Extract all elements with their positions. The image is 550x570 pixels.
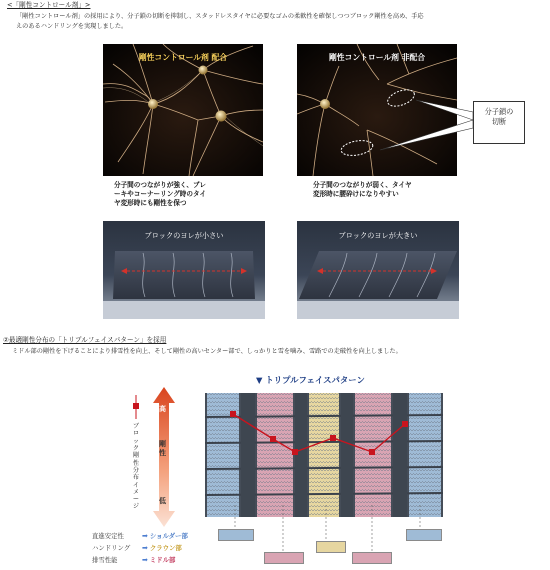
legend-label-handling: ハンドリング [92,544,131,552]
left-caption-line3: ヤ変形時にも剛性を保つ [114,199,187,207]
legend-part-middle: ミドル部 [149,556,176,564]
section2-body-line1: ミドル部の剛性を下げることにより排雪性を向上、そして剛性の高いセンター部で、しっかりと雪を噛み、雪路での走破性を向上しました。 [12,348,402,355]
right-block-label: ブロックのヨレが大きい [338,231,418,240]
left-caption-line1: 分子間のつながりが強く、ブレ [114,181,206,189]
legend-row-snow-evacuation [92,555,175,564]
right-photo-title: 剛性コントロール剤 非配合 [328,53,426,62]
shoulder-bar-left [218,529,254,541]
legend-row-straight-stability [92,531,188,540]
axis-high-label: 高 [159,405,166,413]
diagram-title: ▼ トリプルフェイスパターン [256,375,365,385]
molecule-network-illustration [103,44,263,176]
left-caption-line2: ーキやコーナーリング時のタイ [114,190,207,198]
arrow-right-icon: ➡ [142,544,148,552]
right-caption-line1: 分子間のつながりが弱く、タイヤ [313,181,412,189]
arrow-right-icon: ➡ [142,556,148,564]
molecule-break-callout [473,101,525,144]
crown-bar [316,541,346,553]
axis-low-label: 低 [159,497,166,505]
tread-pattern-illustration [205,393,443,517]
legend-label-straight-stability: 直進安定性 [92,532,124,540]
arrow-right-icon: ➡ [142,532,148,540]
legend-part-crown: クラウン部 [149,544,182,552]
tread-pattern-diagram [205,393,443,517]
rigidity-marker-icon [132,395,140,419]
right-caption-line2: 変形時に腰砕けになりやすい [313,190,399,198]
legend-row-handling [92,543,182,552]
left-block-label: ブロックのヨレが小さい [144,231,224,240]
middle-bar-right [352,552,392,564]
shoulder-bar-right [406,529,442,541]
callout-line2: 切断 [491,117,507,127]
section1-body-line2: えのあるハンドリングを実現しました。 [16,23,128,30]
section1-heading: <「剛性コントロール剤」> [7,1,91,9]
block-small-deformation-image [103,221,265,319]
left-photo-title: 剛性コントロール剤 配合 [138,53,228,62]
section2-heading: ②最適剛性分布の「トリプルフェイスパターン」を採用 [3,336,167,344]
legend-part-shoulder: ショルダー部 [149,532,188,540]
middle-bar-left [264,552,304,564]
callout-line1: 分子鎖の [484,107,514,116]
axis-rigidity-label: 剛性 [159,440,166,457]
legend-label-snow-evacuation: 排雪性能 [92,556,118,564]
rigidity-distribution-vertical-label: ブロック剛性分布イメージ [132,423,140,511]
section1-body-line1: 「剛性コントロール剤」の採用により、分子鎖の切断を抑制し、スタッドレスタイヤに必要なゴムの柔軟性を確保しつつブロック剛性を高め、手応 [16,13,424,20]
molecule-photo-with-agent [103,44,263,176]
callout-pointer-lines [380,90,480,160]
block-large-deformation-image [297,221,459,319]
